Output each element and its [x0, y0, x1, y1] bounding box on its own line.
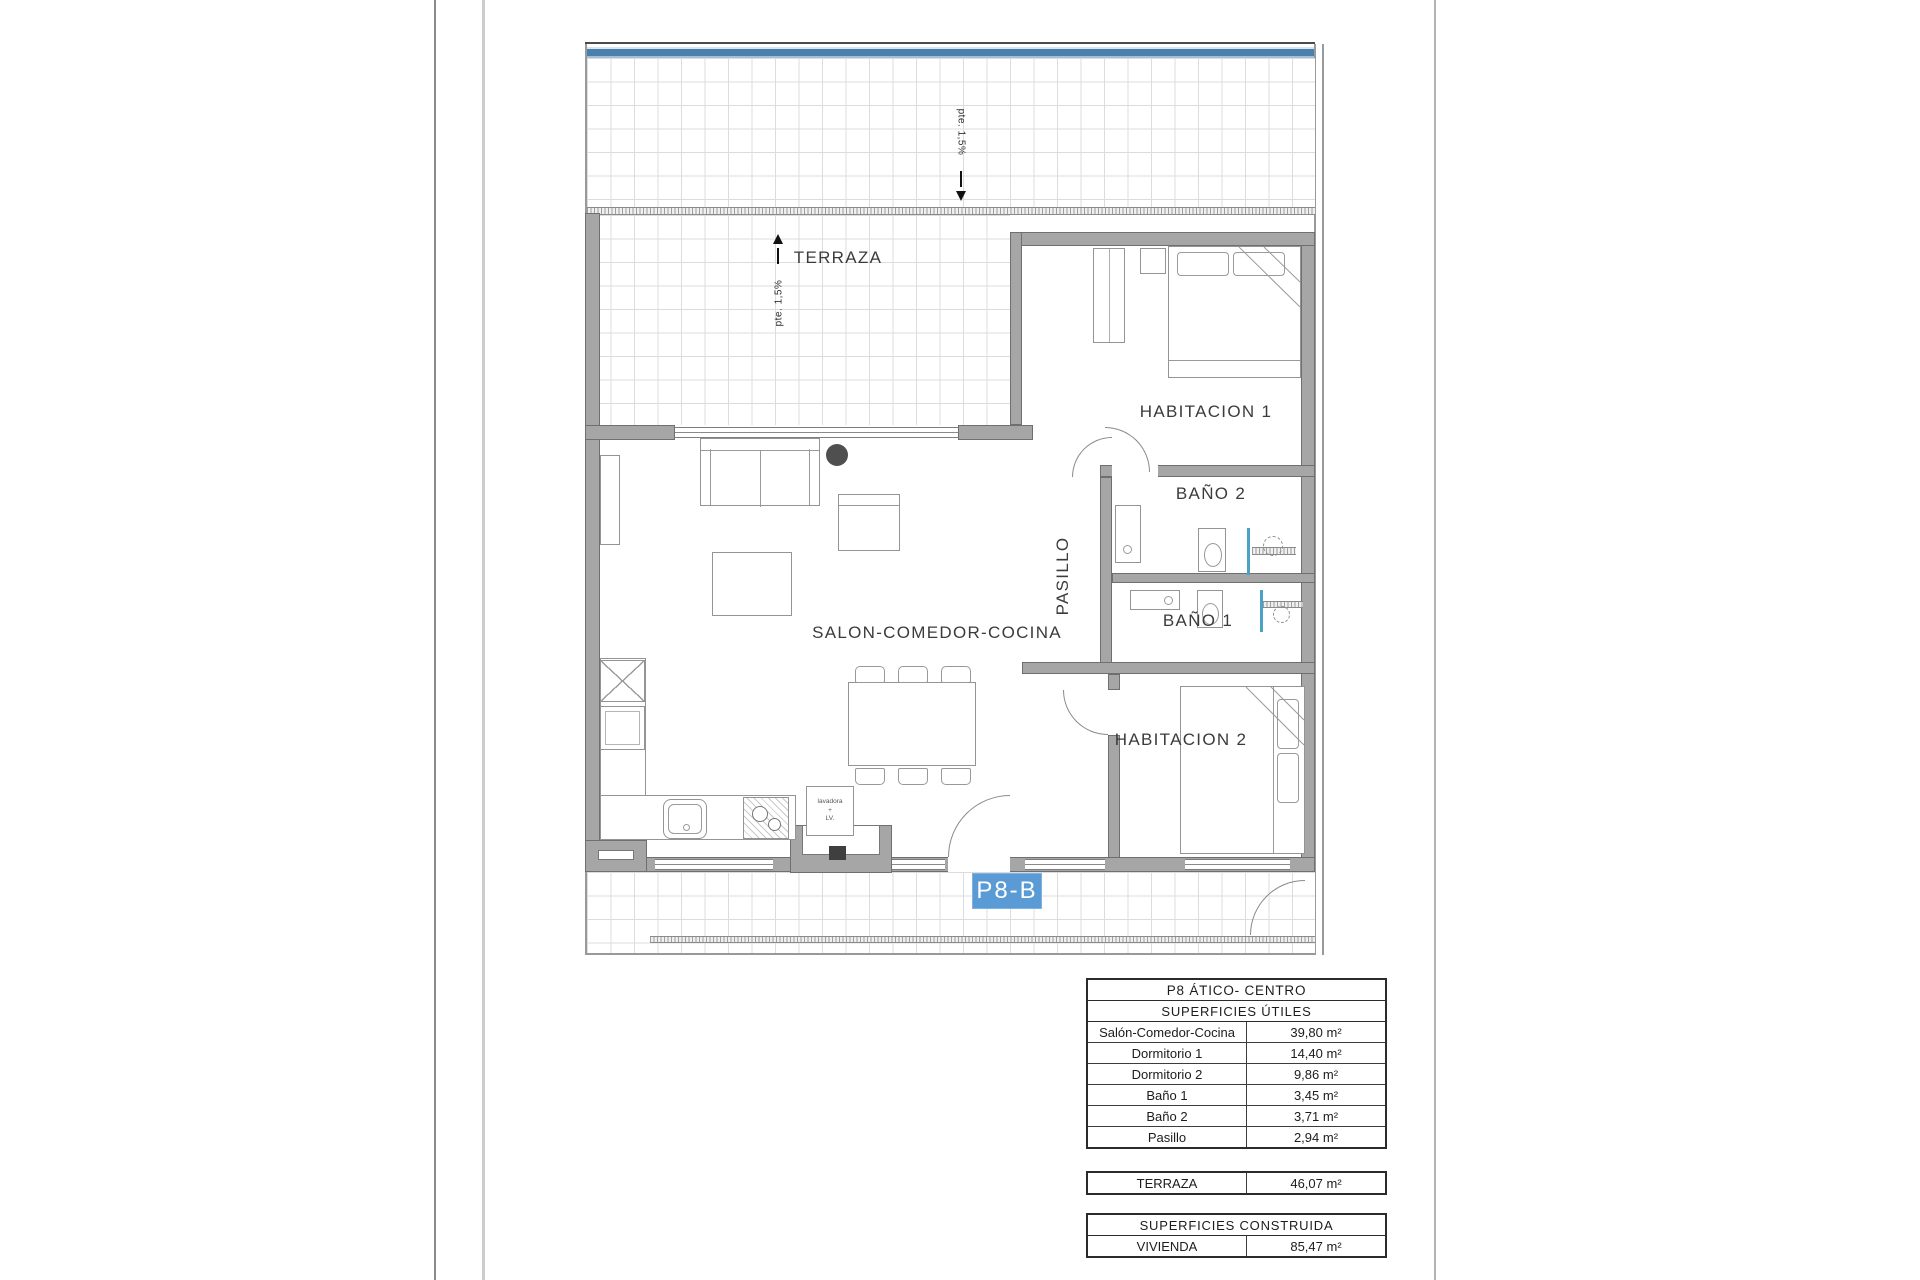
fridge-icon	[600, 660, 645, 702]
appliance-note-line3: LV.	[825, 815, 835, 823]
chair-icon	[941, 666, 971, 683]
window-salon	[890, 859, 945, 870]
wall-left	[585, 213, 600, 870]
table-row: Salón-Comedor-Cocina 39,80 m²	[1088, 1022, 1385, 1042]
wall-salon-top-right	[958, 425, 1033, 440]
wall-hab2-top	[1022, 662, 1315, 674]
wall-banos-divider	[1112, 573, 1315, 583]
toilet-icon	[1198, 528, 1226, 572]
bed-icon	[1168, 246, 1301, 378]
dining-table-icon	[848, 682, 976, 766]
appliance-note-line2: +	[828, 806, 832, 814]
wall-hab1-top	[1010, 232, 1315, 246]
sink-icon	[663, 799, 707, 839]
window-hab2	[1185, 859, 1290, 870]
table-row: Pasillo 2,94 m²	[1088, 1126, 1385, 1147]
unit-badge: P8-B	[972, 873, 1042, 909]
shower-head-icon	[1263, 536, 1283, 556]
plan-frame-right-outer	[1322, 44, 1324, 955]
hab2-door-arc	[1063, 690, 1108, 735]
appliance-box	[806, 786, 854, 836]
tv-unit-icon	[600, 455, 620, 545]
built-surfaces-table	[1086, 1213, 1387, 1258]
useful-surfaces-table	[1086, 978, 1387, 1149]
facade-blue-band	[586, 47, 1315, 58]
plan-bottom-line	[587, 953, 1315, 955]
room-label-bano2: BAÑO 2	[1175, 484, 1247, 503]
shower-screen	[1260, 590, 1263, 632]
shower-head-icon	[1273, 606, 1290, 623]
slope-annotation-terrace	[765, 234, 791, 338]
slope-annotation-top	[948, 97, 974, 201]
plan-top-line	[585, 42, 1315, 44]
chair-icon	[898, 666, 928, 683]
terrace-railing-top	[587, 207, 1315, 215]
sofa-icon	[700, 438, 820, 506]
table-row: Baño 1 3,45 m²	[1088, 1084, 1385, 1105]
table-title: P8 ÁTICO- CENTRO	[1088, 980, 1385, 1001]
table-row: Dormitorio 1 14,40 m²	[1088, 1042, 1385, 1063]
balcony-railing	[650, 936, 1315, 943]
built-surfaces-header: SUPERFICIES CONSTRUIDA	[1088, 1215, 1385, 1236]
surface-tables	[1086, 978, 1387, 1258]
chair-icon	[855, 768, 885, 785]
entry-door-opening	[948, 857, 1010, 872]
useful-surfaces-header: SUPERFICIES ÚTILES	[1088, 1001, 1385, 1022]
wall-salon-top-left	[585, 425, 675, 440]
bano2-door-arc	[1072, 437, 1112, 477]
floor-plan	[585, 42, 1325, 955]
slope-note-text: pte. 1,5%	[955, 108, 967, 156]
table-row: Baño 2 3,71 m²	[1088, 1105, 1385, 1126]
chair-icon	[855, 666, 885, 683]
arrow-down-icon	[960, 171, 962, 187]
chair-icon	[898, 768, 928, 785]
entry-door-arc	[948, 795, 1010, 857]
room-label-habitacion2: HABITACION 2	[1114, 730, 1248, 749]
appliance-note-line1: lavadora	[817, 797, 843, 805]
bed-icon	[1180, 686, 1305, 854]
slope-note-text: pte. 1,5%	[772, 279, 784, 327]
entrance-column	[829, 846, 846, 860]
terraza-table	[1086, 1171, 1387, 1195]
bathroom-sink-icon	[1115, 505, 1141, 563]
table-row: Dormitorio 2 9,86 m²	[1088, 1063, 1385, 1084]
wall-block-slot	[598, 850, 634, 860]
window-kitchen	[655, 859, 773, 870]
salon-terrace-window	[675, 427, 958, 438]
table-row: TERRAZA 46,07 m²	[1088, 1173, 1385, 1193]
table-row: VIVIENDA 85,47 m²	[1088, 1236, 1385, 1256]
room-label-salon: SALON-COMEDOR-COCINA	[812, 623, 1062, 642]
wall-terrace-hab1	[1010, 232, 1022, 425]
room-label-pasillo: PASILLO	[1053, 536, 1072, 616]
page-fold-line-right	[1434, 0, 1436, 1280]
wall-hab2-left-a	[1108, 674, 1120, 690]
page-fold-line-left-1	[434, 0, 436, 1280]
room-label-bano1: BAÑO 1	[1162, 611, 1234, 630]
coffee-table-icon	[712, 552, 792, 616]
stove-icon	[826, 444, 848, 466]
armchair-icon	[838, 494, 900, 551]
nightstand-icon	[1140, 248, 1166, 274]
window-corridor	[1025, 859, 1105, 870]
arrow-up-icon	[773, 234, 783, 244]
room-label-habitacion1: HABITACION 1	[1139, 402, 1273, 421]
kitchen-cabinet-icon	[600, 706, 645, 750]
wardrobe-icon	[1093, 248, 1125, 343]
chair-icon	[941, 768, 971, 785]
page-fold-line-left-2	[482, 0, 485, 1280]
hob-icon	[743, 797, 789, 839]
shower-screen	[1247, 528, 1250, 575]
room-label-terraza: TERRAZA	[793, 248, 883, 267]
bathroom-sink-icon	[1130, 590, 1180, 610]
wall-pasillo-right	[1100, 477, 1112, 667]
wall-hab2-left-b	[1108, 735, 1120, 870]
